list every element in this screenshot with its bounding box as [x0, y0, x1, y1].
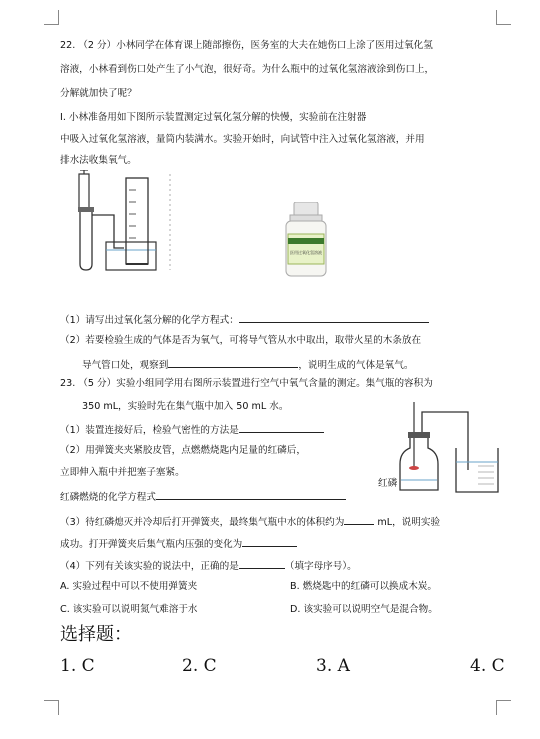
choice-heading: 选择题： [60, 624, 132, 645]
q22-sub1-text: （1）请写出过氧化氢分解的化学方程式： [60, 315, 239, 326]
q22-part-i: I. 小林准备用如下图所示装置测定过氧化氢分解的快慢，实验前在注射器 [60, 112, 367, 123]
q23-sub3c [60, 536, 297, 551]
q23-sub4 [60, 558, 357, 573]
red-phosphorus-label: 红磷 [378, 478, 398, 489]
q23-option-b: B. 燃烧匙中的红磷可以换成木炭。 [290, 581, 437, 592]
crop-mark-top-left [44, 10, 59, 25]
q22-sub2-text-a: 导气管口处，观察到 [82, 360, 169, 371]
q23-sub3a-text: （3）待红磷熄灭并冷却后打开弹簧夹，最终集气瓶中水的体积约为 [60, 517, 345, 528]
q23-sub3b-text: mL，说明实验 [377, 517, 441, 528]
q22-sub1-answer-blank[interactable] [239, 312, 429, 323]
q22-sub2-line2 [82, 357, 413, 372]
q23-option-c: C. 该实验可以说明氮气难溶于水 [60, 604, 198, 615]
q22-line3: 分解就加快了呢？ [60, 88, 137, 99]
q23-sub3c-text: 成功。打开弹簧夹后集气瓶内压强的变化为 [60, 539, 243, 550]
choice-answer-4: 4. C [470, 656, 505, 676]
apparatus-figure [74, 170, 194, 275]
choice-answer-1: 1. C [60, 656, 95, 676]
bottle-label: 医用过氧化氢溶液 [290, 250, 322, 255]
q23-option-a: A. 实验过程中可以不使用弹簧夹 [60, 581, 198, 592]
q22-line1: 22. （2 分）小林同学在体育课上随部擦伤，医务室的大夫在她伤口上涂了医用过氧化氢 [60, 40, 433, 51]
crop-mark-top-right [496, 10, 511, 25]
q22-line2: 溶液，小林看到伤口处产生了小气泡，很好奇。为什么瓶中的过氧化氢溶液涂到伤口上， [60, 64, 435, 75]
crop-mark-bottom-left [44, 700, 59, 715]
q23-sub2c [60, 489, 346, 504]
q23-sub2c-text: 红磷燃烧的化学方程式 [60, 492, 156, 503]
q22-sub2-text-b: ，说明生成的气体是氧气。 [298, 360, 414, 371]
q23-sub4-text: （4）下列有关该实验的说法中，正确的是 [60, 561, 239, 572]
crop-mark-bottom-right [496, 700, 511, 715]
oxygen-content-apparatus [398, 400, 518, 495]
q23-sub3-pressure-blank[interactable] [242, 536, 297, 547]
q23-sub4b-text: （填字母序号）。 [284, 561, 357, 572]
q23-sub3-volume-blank[interactable] [344, 514, 374, 525]
q23-sub2: （2）用弹簧夹夹紧胶皮管，点燃燃烧匙内足量的红磷后， [60, 445, 306, 456]
q23-sub4-answer-blank[interactable] [239, 558, 285, 569]
q23-sub1-text: （1）装置连接好后，检验气密性的方法是 [60, 425, 239, 436]
hydrogen-peroxide-bottle [282, 202, 330, 278]
q23-sub1-answer-blank[interactable] [239, 422, 324, 433]
q23-sub3a [60, 514, 440, 529]
choice-answer-3: 3. A [316, 656, 350, 676]
q23-sub1 [60, 422, 324, 437]
choice-answer-2: 2. C [182, 656, 217, 676]
q23-line2: 350 mL，实验时先在集气瓶中加入 50 mL 水。 [82, 401, 289, 412]
q22-sub2-line1: （2）若要检验生成的气体是否为氧气，可将导气管从水中取出，取带火星的木条放在 [60, 335, 422, 346]
q23-sub2c-answer-blank[interactable] [156, 489, 346, 500]
q22-line5: 排水法收集氧气。 [60, 155, 137, 166]
q22-sub2-answer-blank[interactable] [168, 357, 298, 368]
q23-line1: 23. （5 分）实验小组同学用右图所示装置进行空气中氧气含量的测定。集气瓶的容积为 [60, 378, 433, 389]
q23-option-d: D. 该实验可以说明空气是混合物。 [290, 604, 438, 615]
q23-sub2b: 立即伸入瓶中并把塞子塞紧。 [60, 467, 185, 478]
q22-line4: 中吸入过氧化氢溶液，量筒内装满水。实验开始时，向试管中注入过氧化氢溶液，并用 [60, 134, 425, 145]
q22-sub1 [60, 312, 429, 327]
